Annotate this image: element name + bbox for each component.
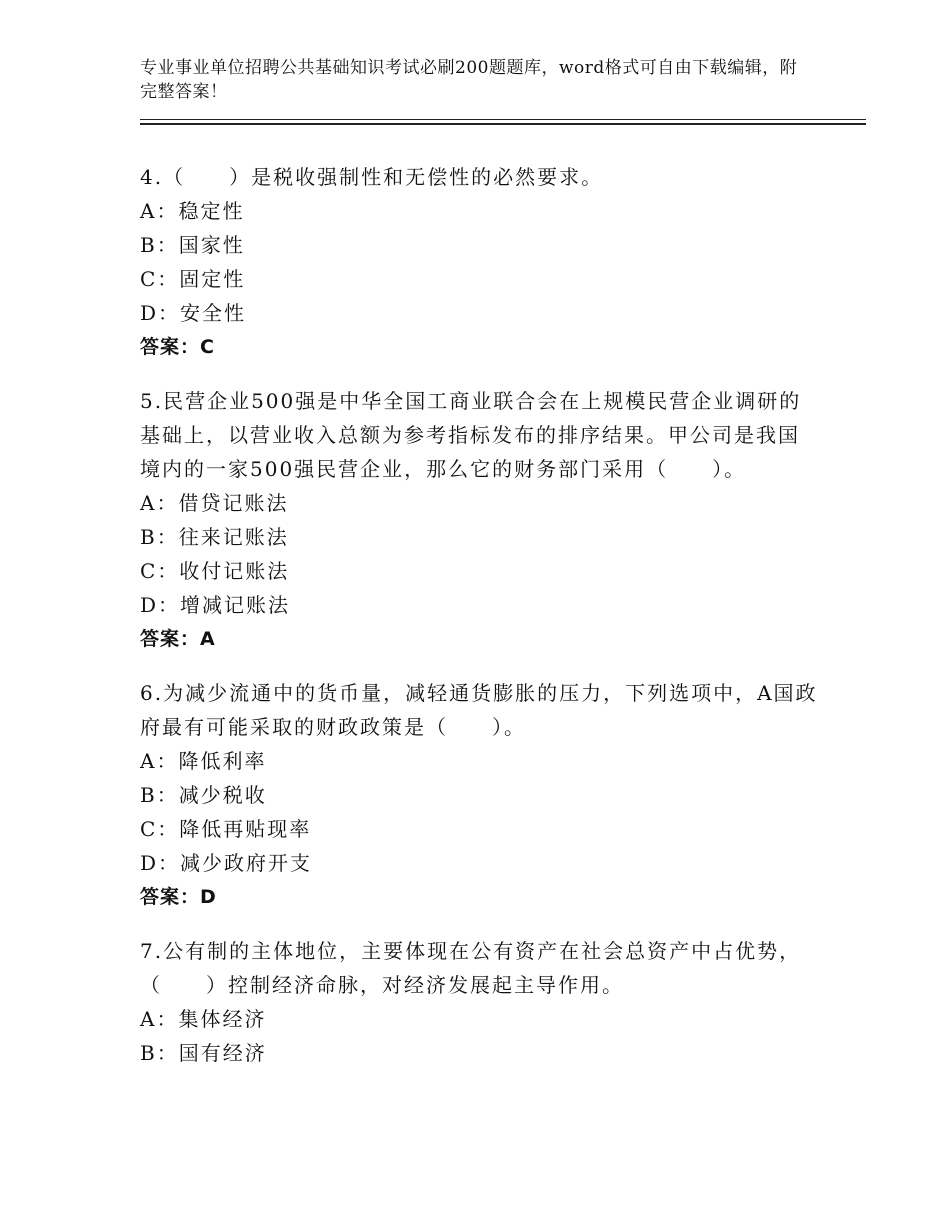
option-a: A：借贷记账法 [140, 491, 289, 515]
option-b: B：往来记账法 [140, 525, 289, 549]
answer-line: 答案：C [140, 336, 215, 358]
question-4 [140, 160, 820, 364]
option-c: C：收付记账法 [140, 559, 290, 583]
question-6 [140, 676, 820, 914]
page-header: 专业事业单位招聘公共基础知识考试必刷200题题库，word格式可自由下载编辑，附完整答案！ [140, 58, 798, 102]
option-d: D：增减记账法 [140, 593, 291, 617]
option-a: A：集体经济 [140, 1007, 267, 1031]
option-d: D：减少政府开支 [140, 851, 313, 875]
question-7 [140, 934, 820, 1070]
option-d: D：安全性 [140, 301, 247, 325]
option-c: C：固定性 [140, 267, 246, 291]
option-b: B：国家性 [140, 233, 245, 257]
question-stem: 6.为减少流通中的货币量，减轻通货膨胀的压力，下列选项中，A国政府最有可能采取的财政政策是（ ）。 [140, 681, 818, 739]
option-a: A：稳定性 [140, 199, 245, 223]
answer-line: 答案：D [140, 886, 217, 908]
option-c: C：降低再贴现率 [140, 817, 312, 841]
question-stem: 7.公有制的主体地位，主要体现在公有资产在社会总资产中占优势，（ ）控制经济命脉，对经济发展起主导作用。 [140, 939, 802, 997]
question-stem: 4.（ ）是税收强制性和无偿性的必然要求。 [140, 165, 604, 189]
option-a: A：降低利率 [140, 749, 267, 773]
option-b: B：国有经济 [140, 1041, 267, 1065]
header-rule-thin [140, 119, 866, 120]
header-rule-thick [140, 123, 866, 125]
question-stem: 5.民营企业500强是中华全国工商业联合会在上规模民营企业调研的基础上，以营业收入总额为参考指标发布的排序结果。甲公司是我国境内的一家500强民营企业，那么它的财务部门采用（ ）。 [140, 389, 802, 481]
answer-line: 答案：A [140, 628, 216, 650]
question-5 [140, 384, 820, 656]
option-b: B：减少税收 [140, 783, 267, 807]
question-list [140, 160, 820, 1090]
